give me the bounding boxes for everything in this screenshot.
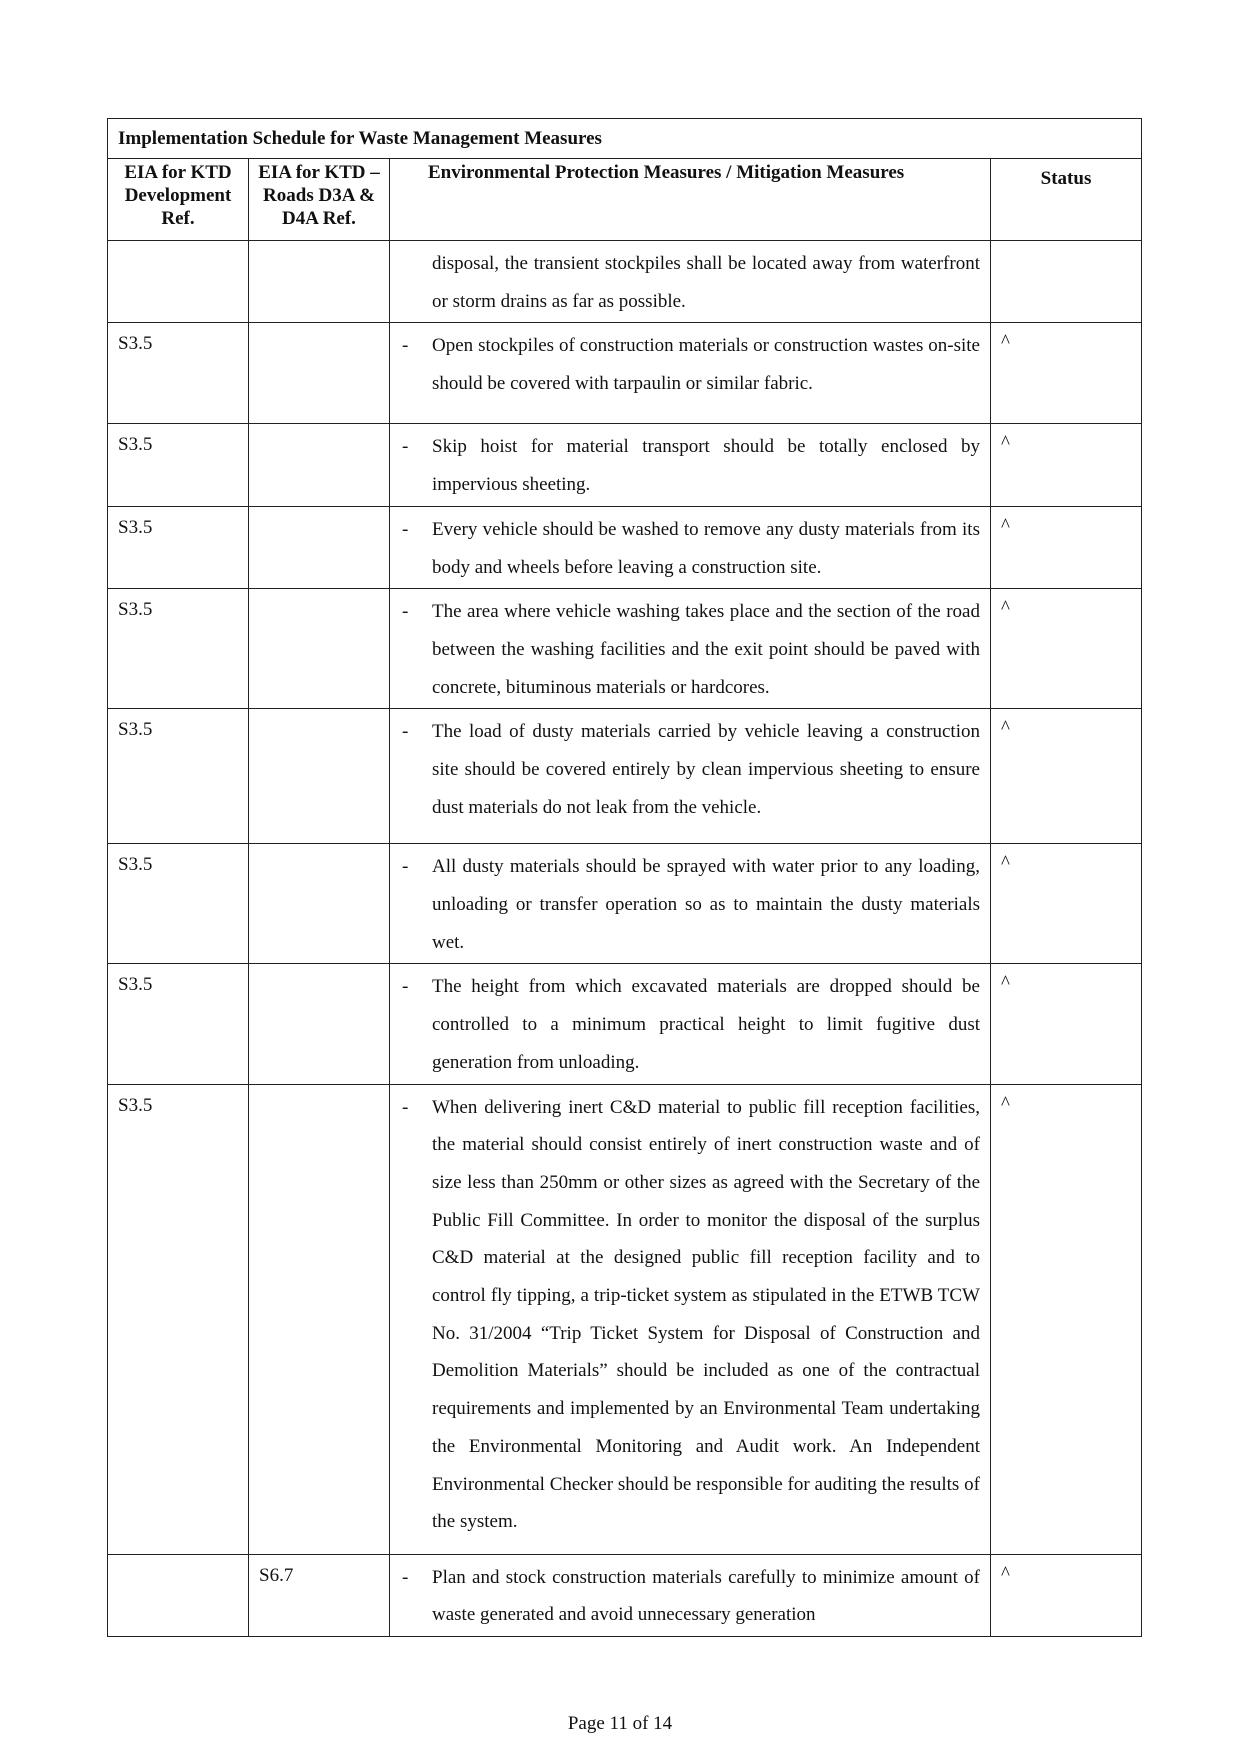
ref1-cell — [108, 424, 249, 506]
ref1-text: S3.5 — [118, 434, 153, 456]
header-ktd-development-ref: EIA for KTD Development Ref. — [108, 159, 249, 241]
ref1-cell — [108, 1554, 249, 1636]
ref2-cell — [249, 424, 390, 506]
status-cell — [991, 1084, 1142, 1554]
measure-text: Plan and stock construction materials carefully to minimize amount of waste generated and avoid unnecessary generation — [432, 1566, 980, 1626]
measure-cell — [390, 964, 991, 1084]
ref1-text: S3.5 — [118, 854, 153, 876]
ref2-cell — [249, 323, 390, 424]
measure-text: All dusty materials should be sprayed with water prior to any loading, unloading or transfer operation so as to maintain the dusty materials wet. — [432, 856, 980, 953]
status-text: ^ — [1001, 597, 1010, 619]
table-row — [108, 424, 1142, 506]
table-row — [108, 1554, 1142, 1636]
ref2-cell — [249, 1084, 390, 1554]
measure-text: Open stockpiles of construction materials or construction wastes on-site should be covered with tarpaulin or similar fabric. — [432, 335, 980, 395]
ref1-cell — [108, 241, 249, 323]
ref1-text: S3.5 — [118, 333, 153, 355]
bullet-dash: - — [402, 335, 409, 357]
ref1-cell — [108, 709, 249, 844]
waste-management-schedule-table — [107, 118, 1142, 1637]
measure-cell — [390, 1554, 991, 1636]
ref1-cell — [108, 323, 249, 424]
measure-text: The area where vehicle washing takes place and the section of the road between the washing facilities and the exit point should be paved with concrete, bituminous materials or hardcores. — [432, 601, 980, 698]
header-ktd-roads-ref: EIA for KTD – Roads D3A & D4A Ref. — [249, 159, 390, 241]
ref2-text: S6.7 — [259, 1564, 294, 1586]
ref1-cell — [108, 964, 249, 1084]
table-row — [108, 506, 1142, 588]
ref1-text: S3.5 — [118, 719, 153, 741]
table-row — [108, 964, 1142, 1084]
measure-text: When delivering inert C&D material to public fill reception facilities, the material should consist entirely of inert construction waste and of size less than 250mm or other sizes as agreed with the Secretary of the Public Fill Committee. In order to monitor the disposal of the surplus C&D material at the designed public fill reception facility and to control fly tipping, a trip-ticket system as stipulated in the ETWB TCW No. 31/2004 “Trip Ticket System for Disposal of Construction and Demolition Materials” should be included as one of the contractual requirements and implemented by an Environmental Team undertaking the Environmental Monitoring and Audit work. An Independent Environmental Checker should be responsible for auditing the results of the system. — [432, 1096, 980, 1533]
ref2-cell — [249, 241, 390, 323]
status-text: ^ — [1001, 514, 1010, 536]
measure-text: disposal, the transient stockpiles shall be located away from waterfront or storm drains as far as possible. — [432, 253, 980, 312]
status-text: ^ — [1001, 972, 1010, 994]
ref1-cell — [108, 589, 249, 709]
ref2-cell — [249, 964, 390, 1084]
ref1-cell — [108, 1084, 249, 1554]
table-row — [108, 844, 1142, 964]
status-text: ^ — [1001, 331, 1010, 353]
table-row-continuation — [108, 241, 1142, 323]
measure-cell — [390, 241, 991, 323]
header-mitigation-measures: Environmental Protection Measures / Mitigation Measures — [390, 159, 991, 241]
bullet-dash: - — [402, 1566, 409, 1588]
bullet-dash: - — [402, 601, 409, 623]
table-row — [108, 323, 1142, 424]
status-cell — [991, 1554, 1142, 1636]
ref1-text: S3.5 — [118, 599, 153, 621]
header-status: Status — [991, 159, 1142, 241]
table-title: Implementation Schedule for Waste Management Measures — [108, 119, 1142, 159]
ref1-text: S3.5 — [118, 516, 153, 538]
status-text: ^ — [1001, 432, 1010, 454]
ref1-text: S3.5 — [118, 974, 153, 996]
table-title-row — [108, 119, 1142, 159]
measure-text: The height from which excavated materials are dropped should be controlled to a minimum practical height to limit fugitive dust generation from unloading. — [432, 976, 980, 1073]
status-cell — [991, 506, 1142, 588]
measure-cell — [390, 844, 991, 964]
measure-cell — [390, 589, 991, 709]
status-text: ^ — [1001, 1562, 1010, 1584]
measure-text: Every vehicle should be washed to remove any dusty materials from its body and wheels before leaving a construction site. — [432, 518, 980, 578]
bullet-dash: - — [402, 856, 409, 878]
table-header-row — [108, 159, 1142, 241]
table-row — [108, 589, 1142, 709]
table-body — [108, 323, 1142, 1637]
bullet-dash: - — [402, 518, 409, 540]
ref1-cell — [108, 844, 249, 964]
status-text: ^ — [1001, 1092, 1010, 1114]
ref2-cell — [249, 1554, 390, 1636]
table-row — [108, 1084, 1142, 1554]
ref2-cell — [249, 844, 390, 964]
bullet-dash: - — [402, 721, 409, 743]
ref2-cell — [249, 506, 390, 588]
measure-text: Skip hoist for material transport should be totally enclosed by impervious sheeting. — [432, 436, 980, 496]
page-number: Page 11 of 14 — [567, 1713, 673, 1734]
status-text: ^ — [1001, 717, 1010, 739]
measure-text: The load of dusty materials carried by vehicle leaving a construction site should be covered entirely by clean impervious sheeting to ensure dust materials do not leak from the vehicle. — [432, 721, 980, 818]
measure-cell — [390, 323, 991, 424]
bullet-dash: - — [402, 436, 409, 458]
ref1-text: S3.5 — [118, 1094, 153, 1116]
bullet-dash: - — [402, 1096, 409, 1118]
status-text: ^ — [1001, 852, 1010, 874]
status-cell — [991, 964, 1142, 1084]
measure-cell — [390, 1084, 991, 1554]
status-cell — [991, 589, 1142, 709]
status-cell — [991, 424, 1142, 506]
measure-cell — [390, 506, 991, 588]
measure-cell — [390, 424, 991, 506]
ref2-cell — [249, 709, 390, 844]
status-cell — [991, 709, 1142, 844]
ref1-cell — [108, 506, 249, 588]
status-cell — [991, 844, 1142, 964]
status-cell — [991, 323, 1142, 424]
bullet-dash: - — [402, 976, 409, 998]
ref2-cell — [249, 589, 390, 709]
measure-cell — [390, 709, 991, 844]
status-cell — [991, 241, 1142, 323]
table-row — [108, 709, 1142, 844]
